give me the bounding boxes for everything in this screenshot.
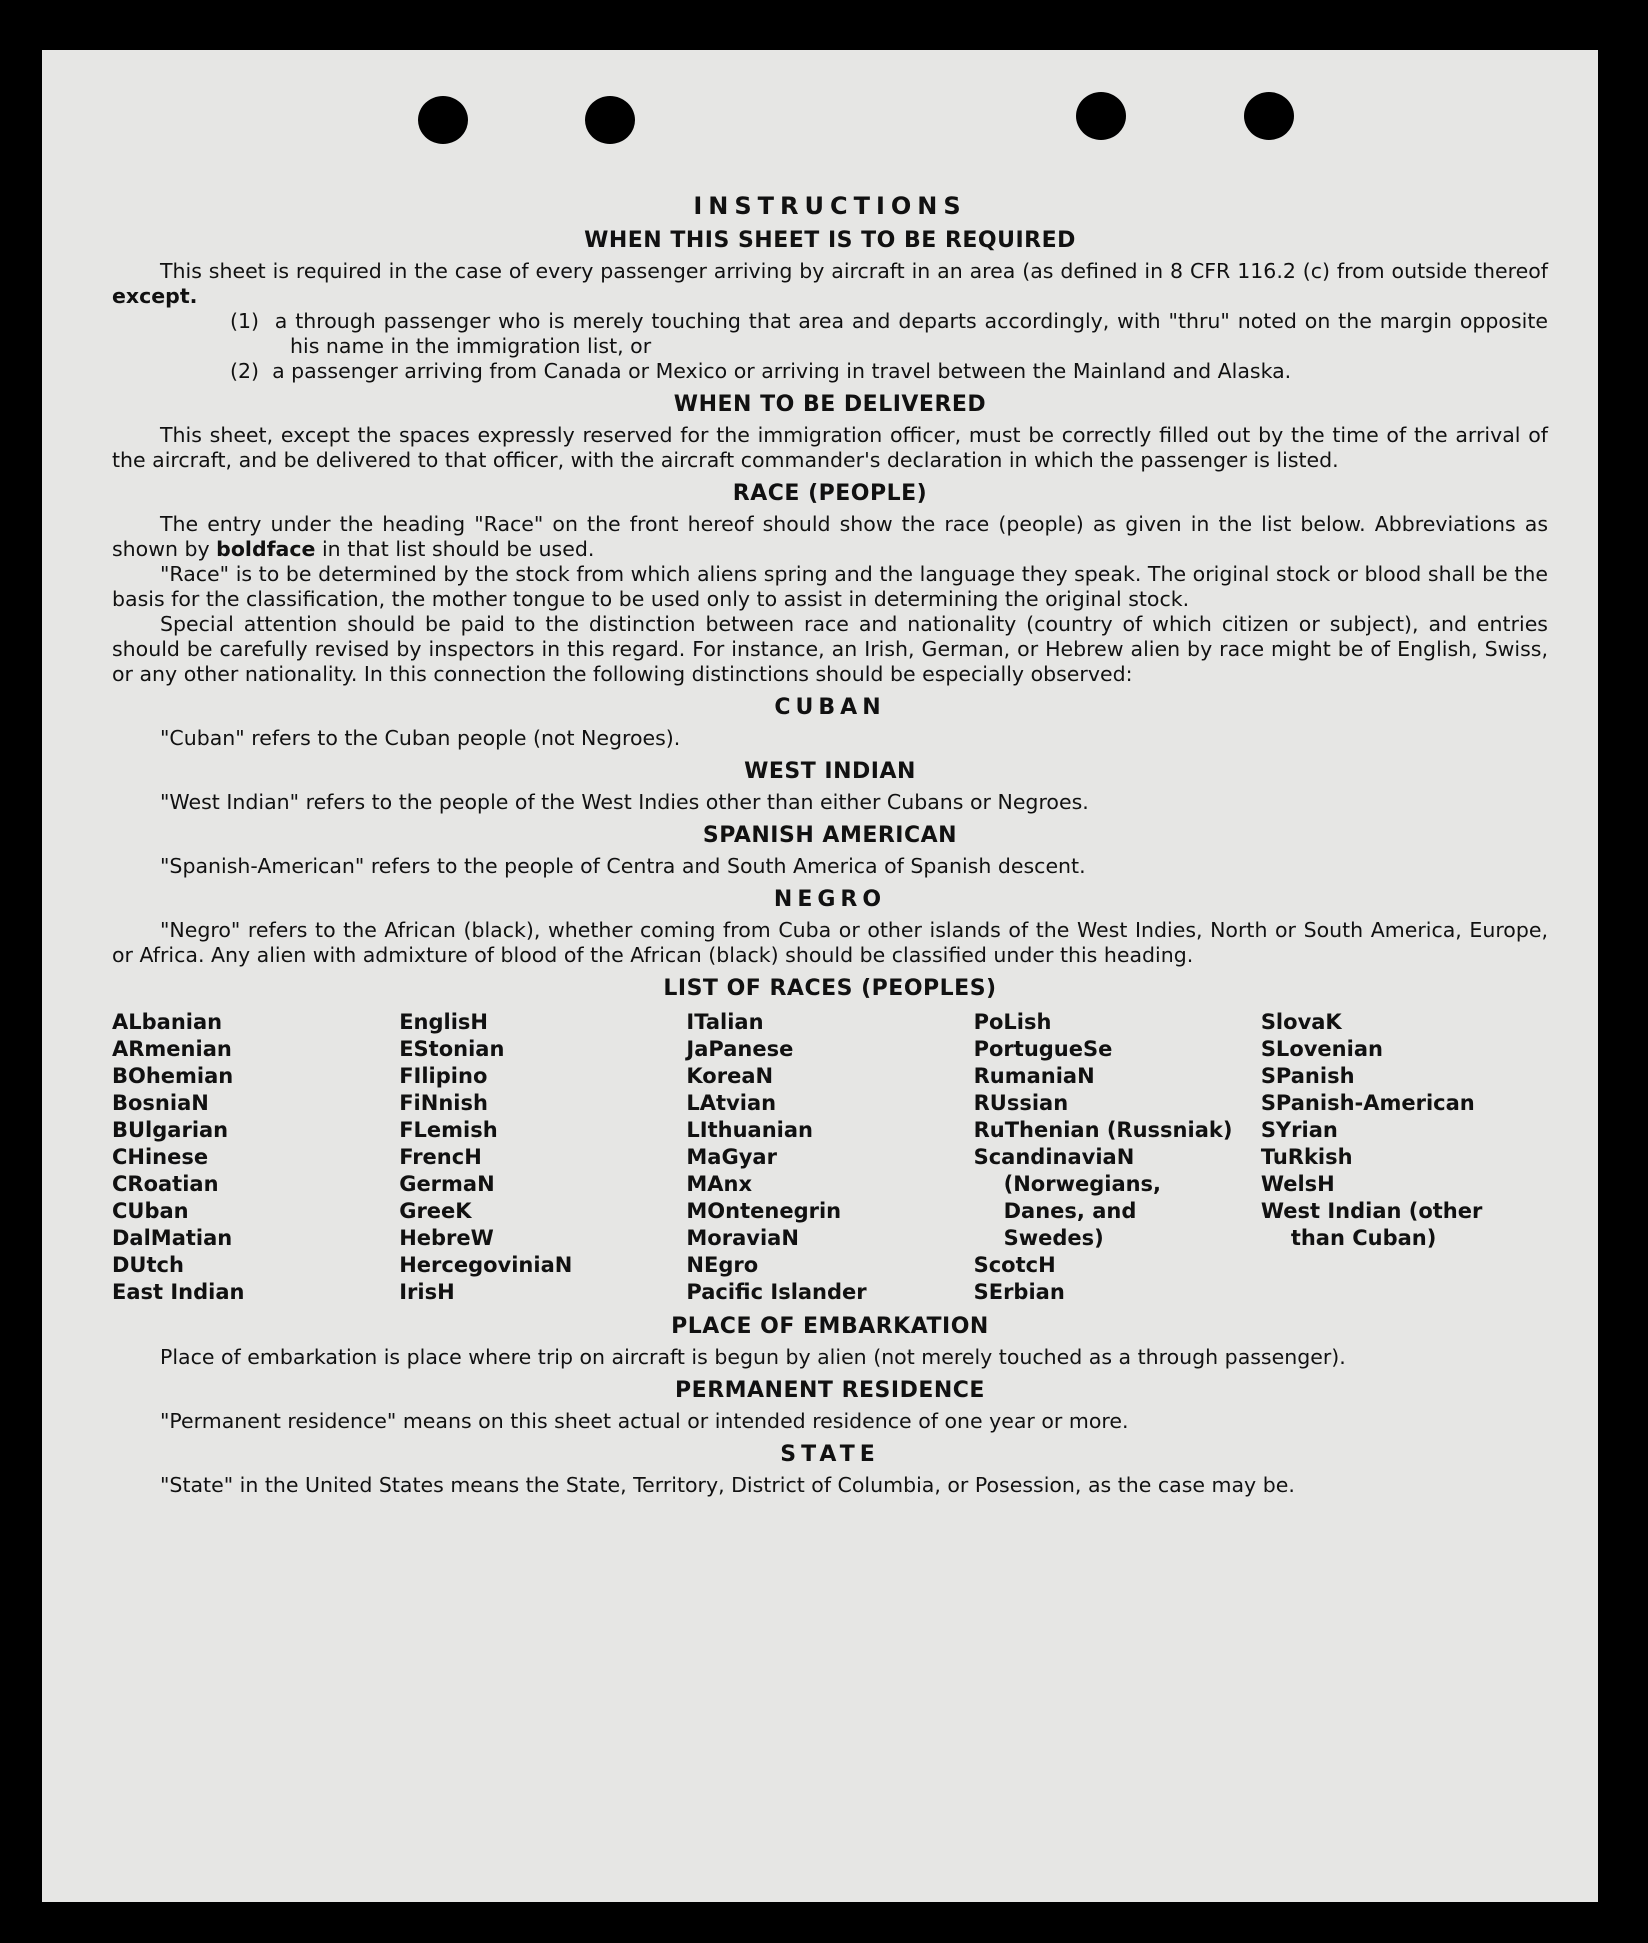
- race-paragraph-3: Special attention should be paid to the distinction between race and nationality (country of which citizen or subject), and entries should be carefully revised by inspectors in this regard. For instance, an Irish, German, or Hebrew alien by race might be of English, Swiss, or any other nationality. In this connection the following distinctions should be especially observed:: [112, 612, 1548, 686]
- race-paragraph-2: "Race" is to be determined by the stock from which aliens spring and the language they speak. The original stock or blood shall be the basis for the classification, the mother tongue to be used only to assist in determining the original stock.: [112, 562, 1548, 611]
- race-item: IrisH: [399, 1280, 455, 1304]
- section-heading-delivered: WHEN TO BE DELIVERED: [673, 392, 987, 417]
- race-item: BosniaN: [112, 1091, 209, 1115]
- instructions-content: [112, 192, 1548, 1498]
- race-paragraph-1: The entry under the heading "Race" on the front hereof should show the race (people) as given in the list below. Abbreviations as shown by boldface in that list should be used.: [112, 512, 1548, 561]
- punch-hole: [1076, 92, 1126, 140]
- race-item: NEgro: [686, 1253, 759, 1277]
- race-item: ScotcH: [973, 1253, 1056, 1277]
- race-item: Pacific Islander: [686, 1280, 867, 1304]
- section-heading-embarkation: PLACE OF EMBARKATION: [671, 1314, 989, 1339]
- race-item: BOhemian: [112, 1064, 234, 1088]
- race-item: SPanish-American: [1260, 1091, 1475, 1115]
- punch-hole: [585, 96, 635, 144]
- race-item: MAnx: [686, 1172, 753, 1196]
- races-column-3: [686, 1009, 973, 1306]
- delivered-text: This sheet, except the spaces expressly reserved for the immigration officer, must be correctly filled out by the time of the arrival of the aircraft, and be delivered to that officer, with the aircraft commander's declaration in which the passenger is listed.: [112, 423, 1548, 472]
- race-item: LAtvian: [686, 1091, 777, 1115]
- race-item: FLemish: [399, 1118, 498, 1142]
- west-indian-text: "West Indian" refers to the people of the West Indies other than either Cubans or Negroes.: [160, 790, 1089, 814]
- race-item: SlovaK: [1260, 1010, 1342, 1034]
- section-heading-state: STATE: [780, 1442, 880, 1467]
- race-item: SLovenian: [1260, 1037, 1383, 1061]
- race-item: TuRkish: [1260, 1145, 1353, 1169]
- race-item: EnglisH: [399, 1010, 489, 1034]
- race-item: HebreW: [399, 1226, 494, 1250]
- negro-text: "Negro" refers to the African (black), whether coming from Cuba or other islands of the West Indies, North or South America, Europe, or Africa. Any alien with admixture of blood of the African (black) should be classified under this heading.: [112, 918, 1548, 967]
- race-item: ITalian: [686, 1010, 764, 1034]
- race-item: PortugueSe: [973, 1037, 1113, 1061]
- race-item: SYrian: [1260, 1118, 1338, 1142]
- races-column-1: [112, 1009, 399, 1306]
- race-item: EStonian: [399, 1037, 505, 1061]
- race-item: DalMatian: [112, 1226, 233, 1250]
- race-item: DUtch: [112, 1253, 184, 1277]
- race-item-note: Danes, and: [1003, 1199, 1137, 1223]
- race-item: PoLish: [973, 1010, 1052, 1034]
- embarkation-text: Place of embarkation is place where trip on aircraft is begun by alien (not merely touched as a through passenger).: [160, 1345, 1346, 1369]
- race-item: GreeK: [399, 1199, 472, 1223]
- race-item: JaPanese: [686, 1037, 794, 1061]
- race-item: MOntenegrin: [686, 1199, 842, 1223]
- section-heading-west-indian: WEST INDIAN: [744, 759, 916, 784]
- race-item: RuThenian (Russniak): [973, 1118, 1233, 1142]
- punch-hole: [418, 96, 468, 144]
- section-heading-cuban: CUBAN: [774, 695, 886, 720]
- race-item: FrencH: [399, 1145, 482, 1169]
- residence-text: "Permanent residence" means on this sheet actual or intended residence of one year or more.: [160, 1409, 1129, 1433]
- race-item: HercegoviniaN: [399, 1253, 573, 1277]
- race-item-note: than Cuban): [1290, 1226, 1437, 1250]
- race-item: WelsH: [1260, 1172, 1335, 1196]
- race-item: RumaniaN: [973, 1064, 1095, 1088]
- race-item: ARmenian: [112, 1037, 232, 1061]
- section-heading-spanish-american: SPANISH AMERICAN: [702, 823, 958, 848]
- section-heading-negro: NEGRO: [773, 887, 887, 912]
- race-item: FIlipino: [399, 1064, 488, 1088]
- races-column-4: [974, 1009, 1261, 1306]
- race-item: RUssian: [973, 1091, 1069, 1115]
- cuban-text: "Cuban" refers to the Cuban people (not Negroes).: [160, 726, 681, 750]
- spanish-american-text: "Spanish-American" refers to the people of Centra and South America of Spanish descent.: [160, 854, 1086, 878]
- races-list: [112, 1009, 1548, 1306]
- race-item: ScandinaviaN: [973, 1145, 1135, 1169]
- race-item: CUban: [112, 1199, 189, 1223]
- race-item: SErbian: [973, 1280, 1065, 1304]
- required-item-1: (1) a through passenger who is merely touching that area and departs accordingly, with "thru" noted on the margin opposite his name in the immigration list, or: [230, 309, 1548, 358]
- race-item: SPanish: [1260, 1064, 1355, 1088]
- races-column-2: [399, 1009, 686, 1306]
- race-item: FiNnish: [399, 1091, 488, 1115]
- section-heading-race: RACE (PEOPLE): [732, 481, 928, 506]
- punch-hole: [1244, 92, 1294, 140]
- race-item: CRoatian: [112, 1172, 219, 1196]
- race-item: ALbanian: [112, 1010, 223, 1034]
- race-item: KoreaN: [686, 1064, 774, 1088]
- race-item: West Indian (other: [1260, 1199, 1483, 1223]
- section-heading-list-of-races: LIST OF RACES (PEOPLES): [663, 976, 997, 1001]
- page-title: INSTRUCTIONS: [693, 192, 967, 220]
- race-item-note: Swedes): [1003, 1226, 1104, 1250]
- race-item-note: (Norwegians,: [1003, 1172, 1162, 1196]
- race-item: GermaN: [399, 1172, 495, 1196]
- race-item: MoraviaN: [686, 1226, 799, 1250]
- state-text: "State" in the United States means the State, Territory, District of Columbia, or Posession, as the case may be.: [160, 1473, 1295, 1497]
- race-item: LIthuanian: [686, 1118, 813, 1142]
- required-text: This sheet is required in the case of every passenger arriving by aircraft in an area (as defined in 8 CFR 116.2 (c) from outside thereof except.: [112, 259, 1548, 308]
- race-item: BUlgarian: [112, 1118, 229, 1142]
- races-column-5: [1261, 1009, 1548, 1306]
- race-item: East Indian: [112, 1280, 245, 1304]
- race-item: CHinese: [112, 1145, 209, 1169]
- required-item-2: (2) a passenger arriving from Canada or Mexico or arriving in travel between the Mainland and Alaska.: [230, 359, 1292, 383]
- section-heading-residence: PERMANENT RESIDENCE: [675, 1378, 985, 1403]
- document-page: [42, 50, 1598, 1902]
- race-item: MaGyar: [686, 1145, 777, 1169]
- section-heading-required: WHEN THIS SHEET IS TO BE REQUIRED: [584, 228, 1076, 253]
